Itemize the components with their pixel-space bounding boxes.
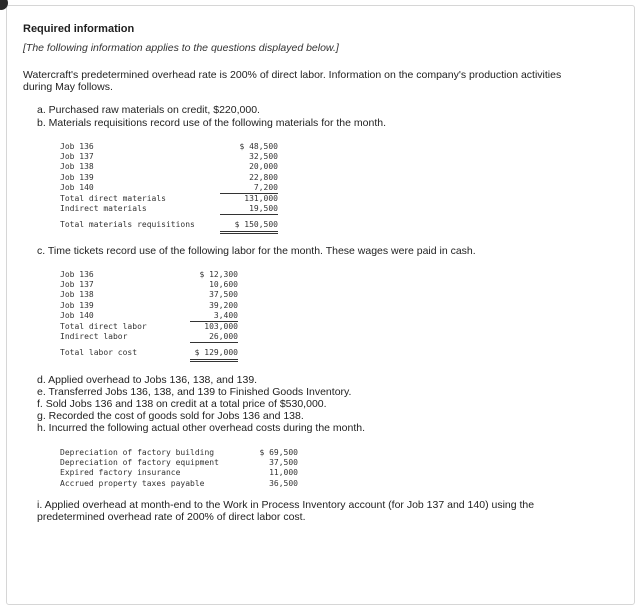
table-row (60, 322, 238, 333)
row-label: Job 136 (60, 142, 94, 151)
table-row (60, 290, 238, 300)
total-label: Total labor cost (60, 347, 138, 357)
row-amount: 20,000 (249, 162, 278, 172)
row-amount: 10,600 (209, 280, 238, 290)
table-row (60, 280, 238, 290)
row-amount: 19,500 (220, 204, 278, 215)
row-amount: 26,000 (190, 332, 238, 343)
table-row (60, 448, 298, 458)
row-amount: 32,500 (249, 152, 278, 162)
row-label: Job 140 (60, 182, 94, 192)
table-row (60, 194, 278, 205)
table-row (60, 162, 278, 172)
total-label: Total materials requisitions (60, 219, 195, 229)
row-amount: 3,400 (190, 311, 238, 322)
row-label: Indirect materials (60, 204, 147, 214)
table-row (60, 479, 298, 489)
row-amount: 131,000 (244, 194, 278, 204)
row-amount: 11,000 (269, 468, 298, 478)
row-amount: 103,000 (204, 322, 238, 332)
row-amount: 39,200 (209, 300, 238, 310)
table-row (60, 173, 278, 183)
row-label: Job 137 (60, 152, 94, 162)
row-label: Job 139 (60, 172, 94, 182)
table-row (60, 468, 298, 478)
table-row (60, 142, 278, 152)
table-row (60, 204, 278, 215)
total-row (60, 343, 238, 360)
row-amount: $ 48,500 (239, 142, 278, 151)
item-e: e. Transferred Jobs 136, 138, and 139 to Finished Goods Inventory. (37, 386, 352, 398)
table-row (60, 152, 278, 162)
item-g: g. Recorded the cost of goods sold for Jobs 136 and 138. (37, 410, 304, 422)
row-label: Job 136 (60, 270, 94, 279)
row-amount: 22,800 (249, 172, 278, 182)
total-amount: $ 129,000 (190, 343, 238, 360)
row-label: Total direct labor (60, 321, 147, 331)
row-label: Accrued property taxes payable (60, 478, 205, 488)
row-label: Job 138 (60, 162, 94, 172)
section-heading: Required information (23, 23, 135, 35)
row-amount: $ 12,300 (199, 270, 238, 279)
materials-table (60, 142, 278, 234)
row-label: Job 137 (60, 280, 94, 290)
row-label: Depreciation of factory equipment (60, 458, 219, 468)
row-label: Expired factory insurance (60, 468, 181, 478)
total-row (60, 215, 278, 232)
item-a: a. Purchased raw materials on credit, $220,000. (37, 104, 260, 116)
table-row (60, 458, 298, 468)
item-d: d. Applied overhead to Jobs 136, 138, and 139. (37, 374, 258, 386)
item-b: b. Materials requisitions record use of the following materials for the month. (37, 117, 386, 129)
item-h: h. Incurred the following actual other overhead costs during the month. (37, 422, 366, 434)
row-label: Indirect labor (60, 332, 128, 342)
row-label: Job 139 (60, 300, 94, 310)
applies-note: [The following information applies to the questions displayed below.] (23, 42, 339, 54)
total-amount: $ 150,500 (220, 215, 278, 232)
row-amount: 37,500 (209, 290, 238, 300)
table-row (60, 311, 238, 322)
labor-table (60, 270, 238, 362)
item-f: f. Sold Jobs 136 and 138 on credit at a total price of $530,000. (37, 398, 327, 410)
table-row (60, 183, 278, 194)
overhead-table (60, 448, 298, 489)
table-row (60, 301, 238, 311)
row-label: Depreciation of factory building (60, 448, 215, 457)
row-label: Total direct materials (60, 193, 166, 203)
row-amount: $ 69,500 (259, 448, 298, 457)
table-row (60, 332, 238, 343)
table-row (60, 270, 238, 280)
row-amount: 7,200 (220, 183, 278, 194)
item-c: c. Time tickets record use of the following labor for the month. These wages were paid in cash. (37, 245, 476, 257)
item-i: i. Applied overhead at month-end to the Work in Process Inventory account (for Job 137 and 140) using the predetermined overhead rate of 200% of direct labor cost. (37, 499, 535, 523)
row-label: Job 140 (60, 310, 94, 320)
row-amount: 37,500 (269, 458, 298, 468)
intro-paragraph: Watercraft's predetermined overhead rate is 200% of direct labor. Information on the company's production activities during May follows. (23, 69, 562, 93)
row-amount: 36,500 (269, 478, 298, 488)
row-label: Job 138 (60, 290, 94, 300)
